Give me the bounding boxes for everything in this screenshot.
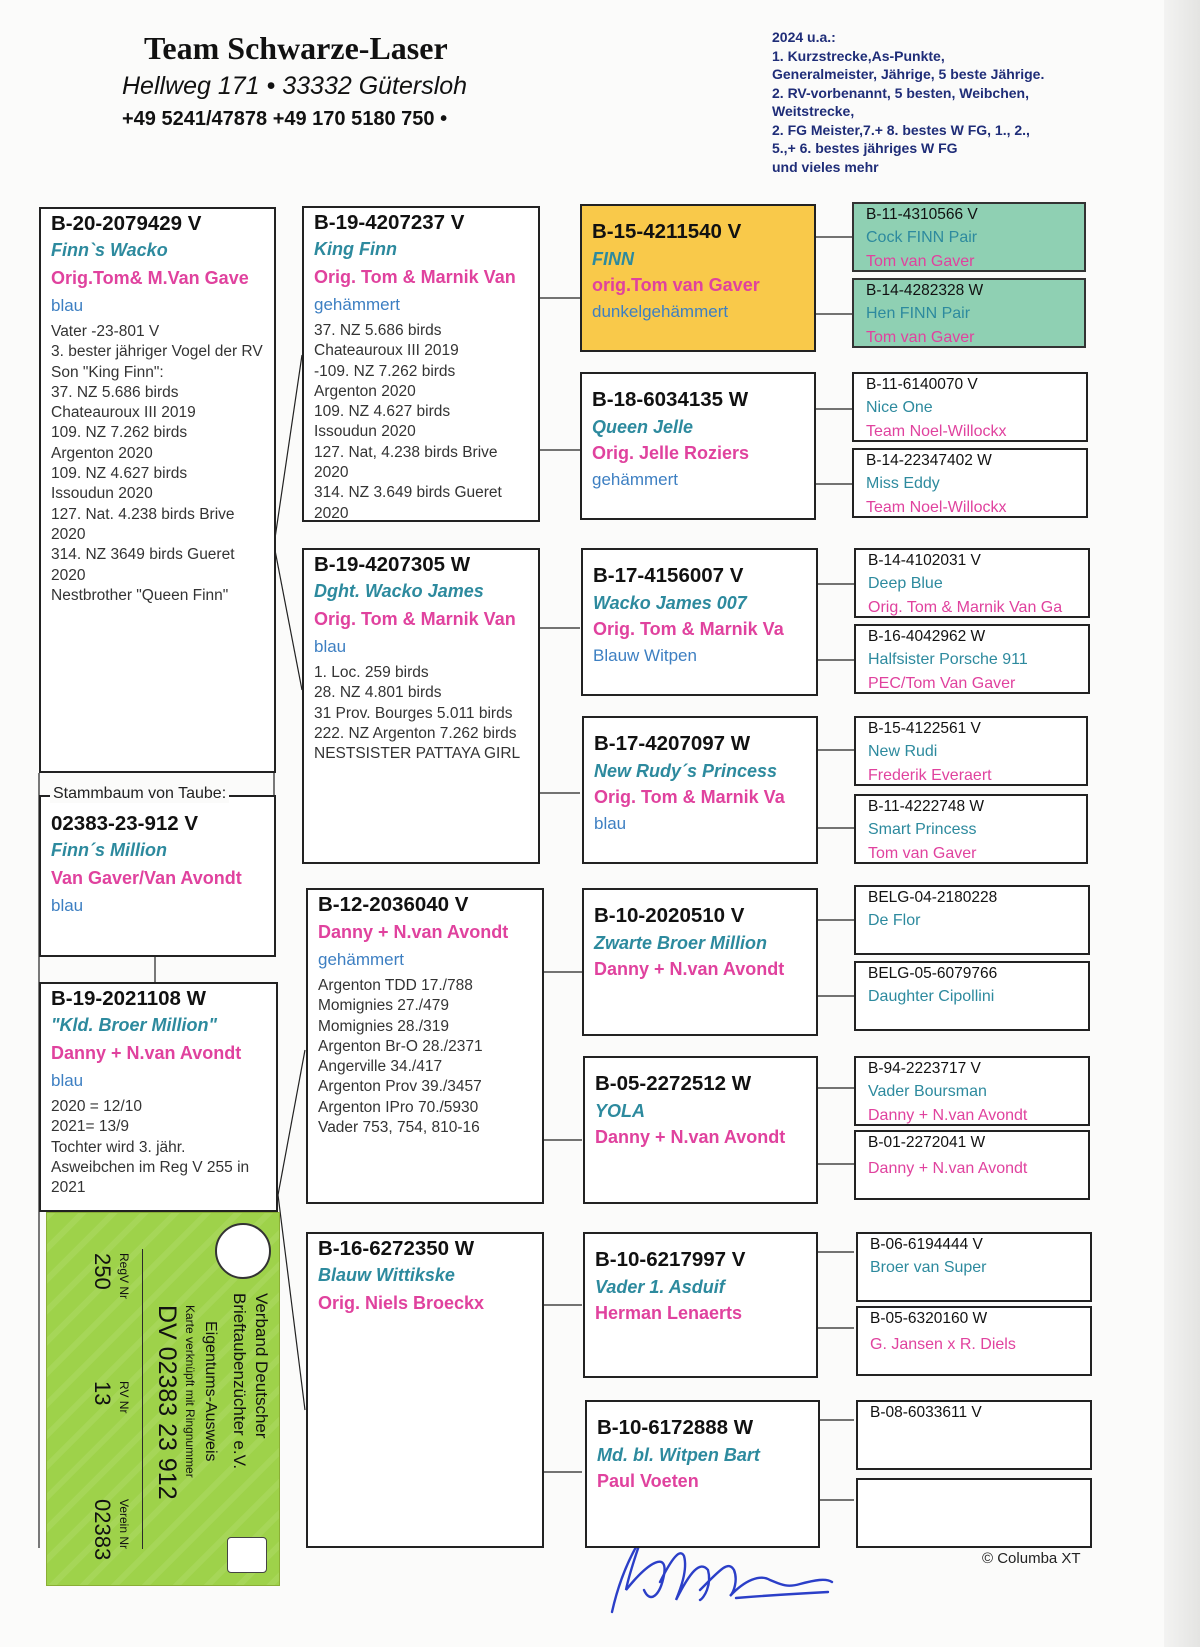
granddam-paternal-box (302, 548, 540, 864)
pigeon-breeder: Danny + N.van Avondt (868, 1107, 1028, 1124)
note-line: 1. Kurzstrecke,As-Punkte, (772, 47, 945, 64)
ring-number: B-08-6033611 V (870, 1404, 982, 1421)
note-line: Argenton Prov 39./3457 (318, 1078, 482, 1096)
pigeon-name: YOLA (595, 1101, 646, 1121)
note-line: Chateauroux III 2019 (51, 404, 196, 422)
pigeon-logo (227, 1537, 267, 1573)
note-line: NESTSISTER PATTAYA GIRL (314, 745, 521, 763)
pigeon-notes (318, 976, 532, 1138)
ancestor-box (582, 716, 818, 864)
pigeon-breeder: Tom van Gaver (868, 845, 977, 862)
pigeon-color: gehämmert (318, 950, 404, 969)
note-line: Chateauroux III 2019 (314, 342, 459, 360)
ancestor-box (580, 372, 816, 520)
card-label-regv: RegV Nr (117, 1253, 131, 1300)
pigeon-breeder: Paul Voeten (597, 1471, 699, 1491)
pigeon-name: Zwarte Broer Million (594, 933, 768, 953)
card-ring-number: DV 02383 23 912 (153, 1305, 181, 1500)
pigeon-name: Finn`s Wacko (51, 240, 168, 260)
note-line: Vater -23-801 V (51, 323, 160, 340)
ring-number: B-16-6272350 W (318, 1237, 475, 1260)
connector-line (278, 1050, 305, 1195)
note-line: 109. NZ 4.627 birds (51, 465, 188, 483)
note-line: 1. Loc. 259 birds (314, 664, 429, 681)
note-line: Argenton 2020 (51, 444, 153, 462)
note-line: 37. NZ 5.686 birds (314, 322, 442, 339)
ancestor-small-box-empty (856, 1478, 1092, 1548)
pigeon-color: blau (51, 1071, 84, 1090)
card-title: Eigentums-Ausweis (202, 1321, 219, 1462)
note-line: Tochter wird 3. jähr. (51, 1138, 186, 1156)
note-line: 314. NZ 3649 birds Gueret 2020 (51, 546, 235, 584)
pigeon-name: "Kld. Broer Million" (51, 1015, 218, 1035)
ring-number: B-19-4207237 V (314, 211, 465, 234)
connector-line (274, 355, 302, 545)
pigeon-breeder: PEC/Tom Van Gaver (868, 675, 1016, 692)
pigeon-name: New Rudy´s Princess (594, 761, 778, 781)
ancestor-small-box (852, 278, 1086, 348)
ancestor-small-box (856, 1232, 1092, 1302)
ancestor-box (585, 1400, 820, 1548)
pigeon-name: FINN (592, 249, 634, 269)
ancestor-small-box (854, 794, 1088, 864)
association-logo (215, 1223, 271, 1279)
note-line: Angerville 34./417 (318, 1058, 443, 1076)
pigeon-color: gehämmert (592, 470, 678, 489)
pigeon-name: Smart Princess (868, 821, 977, 838)
note-line: 2. FG Meister,7.+ 8. bestes W FG, 1., 2., (772, 121, 1030, 138)
note-line: 222. NZ Argenton 7.262 birds (314, 724, 517, 742)
pigeon-name: Queen Jelle (592, 417, 694, 437)
pigeon-breeder: Orig. Tom & Marnik Van (314, 609, 516, 629)
note-line: Weitstrecke, (772, 103, 855, 119)
note-line: 2024 u.a.: (772, 29, 836, 45)
ring-number: B-17-4207097 W (594, 732, 751, 755)
card-org-line1: Verband Deutscher (252, 1293, 271, 1439)
ancestor-small-box (852, 202, 1086, 272)
pigeon-breeder: Van Gaver/Van Avondt (51, 868, 242, 888)
ring-number: B-10-6217997 V (595, 1248, 746, 1271)
note-line: 31 Prov. Bourges 5.011 birds (314, 704, 513, 722)
pigeon-name: King Finn (314, 239, 397, 259)
pigeon-breeder: Danny + N.van Avondt (51, 1043, 242, 1063)
ring-number: B-14-22347402 W (866, 452, 992, 469)
pigeon-breeder: Orig. Jelle Roziers (592, 443, 750, 463)
ancestor-small-box (856, 1306, 1092, 1376)
ancestor-small-box (852, 372, 1088, 442)
pigeon-breeder: Team Noel-Willockx (866, 423, 1007, 440)
note-line: -109. NZ 7.262 birds (314, 362, 456, 380)
note-line: 28. NZ 4.801 birds (314, 684, 442, 702)
ownership-card (46, 1212, 280, 1586)
note-line: 3. bester jähriger Vogel der RV (51, 343, 263, 361)
ancestor-small-box (854, 1130, 1090, 1200)
pigeon-notes (51, 322, 264, 606)
note-line: Argenton IPro 70./5930 (318, 1098, 479, 1116)
subject-box (39, 795, 276, 957)
note-line: 127. Nat. 4.238 birds Brive 2020 (51, 505, 235, 543)
card-org-line2: Brieftaubenzüchter e.V. (230, 1293, 249, 1470)
pigeon-color: Blauw Witpen (593, 646, 697, 665)
pigeon-breeder: Danny + N.van Avondt (594, 959, 785, 979)
pigeon-color: blau (51, 896, 84, 915)
ancestor-small-box (856, 1400, 1092, 1470)
note-line: 314. NZ 3.649 birds Gueret 2020 (314, 484, 502, 522)
ring-number: B-16-4042962 W (868, 628, 986, 645)
pigeon-breeder: orig.Tom van Gaver (592, 275, 760, 295)
note-line: Nestbrother "Queen Finn" (51, 586, 229, 604)
card-verein: 02383 (90, 1499, 115, 1561)
ancestor-box-finn (580, 204, 816, 352)
pigeon-breeder: Orig. Tom & Marnik Va (594, 787, 785, 807)
ring-number: B-17-4156007 V (593, 564, 744, 587)
pigeon-name: Vader Boursman (868, 1083, 987, 1100)
note-line: 2021= 13/9 (51, 1118, 130, 1136)
ring-number: B-06-6194444 V (870, 1236, 983, 1253)
ring-number: B-11-6140070 V (866, 376, 978, 393)
note-line: Argenton 2020 (314, 382, 416, 400)
pigeon-name: Blauw Wittikske (318, 1265, 455, 1285)
ring-number: B-20-2079429 V (51, 212, 202, 235)
ring-number: B-05-6320160 W (870, 1310, 988, 1327)
pigeon-breeder: Team Noel-Willockx (866, 499, 1007, 516)
card-regv: 250 (90, 1253, 115, 1290)
pigeon-breeder: Herman Lenaerts (595, 1303, 743, 1323)
pigeon-notes (314, 663, 528, 764)
card-subtitle: Karte verknüpft mit Ringnummer (183, 1305, 197, 1478)
pigeon-breeder: Danny + N.van Avondt (595, 1127, 786, 1147)
ring-number: B-12-2036040 V (318, 893, 469, 916)
copyright: © Columba XT (982, 1550, 1081, 1567)
pigeon-color: gehämmert (314, 295, 400, 314)
note-line: 109. NZ 4.627 birds (314, 403, 451, 421)
ancestor-small-box (854, 716, 1088, 786)
ring-number: BELG-04-2180228 (868, 889, 998, 906)
pigeon-name: Daughter Cipollini (868, 988, 995, 1005)
note-line: Vader 753, 754, 810-16 (318, 1119, 480, 1137)
ancestor-small-box (854, 885, 1090, 955)
pigeon-breeder: Tom van Gaver (866, 329, 975, 346)
pigeon-name: De Flor (868, 912, 921, 929)
note-line: Issoudun 2020 (314, 423, 416, 441)
pigeon-name: Cock FINN Pair (866, 229, 978, 246)
pigeon-breeder: G. Jansen x R. Diels (870, 1336, 1016, 1353)
ring-number: B-10-2020510 V (594, 904, 745, 927)
note-line: Issoudun 2020 (51, 485, 153, 503)
note-line: Momignies 27./479 (318, 997, 449, 1015)
pedigree-label: Stammbaum von Taube: (50, 785, 229, 803)
ancestor-box (581, 548, 818, 696)
ring-number: B-19-4207305 W (314, 553, 471, 576)
note-line: 127. Nat, 4.238 birds Brive 2020 (314, 443, 498, 482)
connector-line (278, 1195, 305, 1410)
ring-number: B-11-4310566 V (866, 206, 978, 223)
pigeon-name: Dght. Wacko James (314, 581, 484, 601)
note-line: 2. RV-vorbenannt, 5 besten, Weibchen, (772, 84, 1029, 101)
ancestor-box (583, 1232, 818, 1378)
ancestor-small-box (854, 961, 1090, 1031)
note-line: Argenton TDD 17./788 (318, 977, 473, 994)
pigeon-breeder: Orig. Niels Broeckx (318, 1293, 485, 1313)
note-line: Momignies 28./319 (318, 1017, 449, 1035)
pigeon-name: Deep Blue (868, 575, 943, 592)
connector-line (274, 545, 302, 690)
achievements-notes (772, 28, 1102, 176)
ring-number: B-15-4211540 V (592, 220, 742, 243)
ring-number: B-19-2021108 W (51, 987, 206, 1010)
pigeon-name: Vader 1. Asduif (595, 1277, 725, 1297)
breeder-phone: +49 5241/47878 +49 170 5180 750 • (122, 108, 448, 130)
note-line: 5.,+ 6. bestes jähriges W FG (772, 140, 958, 156)
pigeon-name: Halfsister Porsche 911 (868, 651, 1028, 668)
note-line: Argenton Br-O 28./2371 (318, 1037, 483, 1055)
ring-number: B-01-2272041 W (868, 1134, 986, 1151)
ancestor-box (582, 888, 818, 1036)
ancestor-small-box (854, 624, 1090, 694)
ring-number: B-14-4282328 W (866, 282, 984, 299)
ancestor-box (583, 1056, 818, 1204)
card-label-verein: Verein Nr (117, 1499, 131, 1550)
grandsire-paternal-box (302, 206, 540, 522)
ring-number: B-15-4122561 V (868, 720, 981, 737)
pigeon-color: blau (314, 637, 347, 656)
ancestor-small-box (854, 1056, 1090, 1126)
pigeon-color: blau (594, 814, 627, 833)
pigeon-breeder: Tom van Gaver (866, 253, 975, 270)
pigeon-notes (51, 1097, 266, 1198)
pigeon-name: Nice One (866, 399, 933, 416)
pigeon-breeder: Orig. Tom & Marnik Van Ga (868, 599, 1063, 616)
breeder-address: Hellweg 171 • 33332 Gütersloh (122, 72, 468, 100)
note-line: 2020 = 12/10 (51, 1098, 142, 1115)
note-line: 109. NZ 7.262 birds (51, 424, 188, 442)
pigeon-name: Wacko James 007 (593, 593, 747, 613)
pigeon-breeder: Danny + N.van Avondt (318, 922, 509, 942)
ring-number: B-10-6172888 W (597, 1416, 754, 1439)
dam-box (39, 982, 278, 1212)
card-divider (142, 1249, 143, 1549)
pigeon-color: blau (51, 296, 84, 315)
pigeon-name: New Rudi (868, 743, 938, 760)
pigeon-breeder: Danny + N.van Avondt (868, 1160, 1028, 1177)
ring-number: BELG-05-6079766 (868, 965, 998, 982)
card-rv: 13 (90, 1381, 115, 1406)
ring-number: B-11-4222748 W (868, 798, 985, 815)
ring-number: B-05-2272512 W (595, 1072, 752, 1095)
breeder-title: Team Schwarze-Laser (144, 30, 448, 66)
pigeon-breeder: Orig. Tom & Marnik Van (314, 267, 516, 287)
note-line: Generalmeister, Jährige, 5 beste Jährige. (772, 66, 1045, 82)
pigeon-name: Hen FINN Pair (866, 305, 971, 322)
card-label-rv: RV Nr (117, 1381, 131, 1414)
pigeon-name: Md. bl. Witpen Bart (597, 1445, 760, 1465)
pigeon-name: Finn´s Million (51, 840, 167, 860)
ring-number: B-18-6034135 W (592, 388, 749, 411)
note-line: und vieles mehr (772, 158, 879, 175)
note-line: Asweibchen im Reg V 255 in 2021 (51, 1158, 250, 1197)
note-line: Son "King Finn": (51, 363, 164, 381)
pigeon-breeder: Orig.Tom& M.Van Gave (51, 268, 249, 288)
ring-number: 02383-23-912 V (51, 812, 199, 835)
pigeon-breeder: Orig. Tom & Marnik Va (593, 619, 784, 639)
sire-box (39, 207, 276, 773)
ring-number: B-14-4102031 V (868, 552, 981, 569)
pigeon-breeder: Frederik Everaert (868, 767, 992, 784)
ancestor-small-box (854, 548, 1090, 618)
pigeon-color: dunkelgehämmert (592, 302, 729, 321)
ring-number: B-94-2223717 V (868, 1060, 981, 1077)
ancestor-small-box (852, 448, 1088, 518)
pigeon-name: Miss Eddy (866, 475, 940, 492)
pigeon-name: Broer van Super (870, 1259, 987, 1276)
granddam-maternal-box (306, 1232, 544, 1548)
signature (612, 1538, 832, 1612)
note-line: 37. NZ 5.686 birds (51, 383, 179, 401)
pigeon-notes (314, 321, 528, 522)
grandsire-maternal-box (306, 888, 544, 1204)
